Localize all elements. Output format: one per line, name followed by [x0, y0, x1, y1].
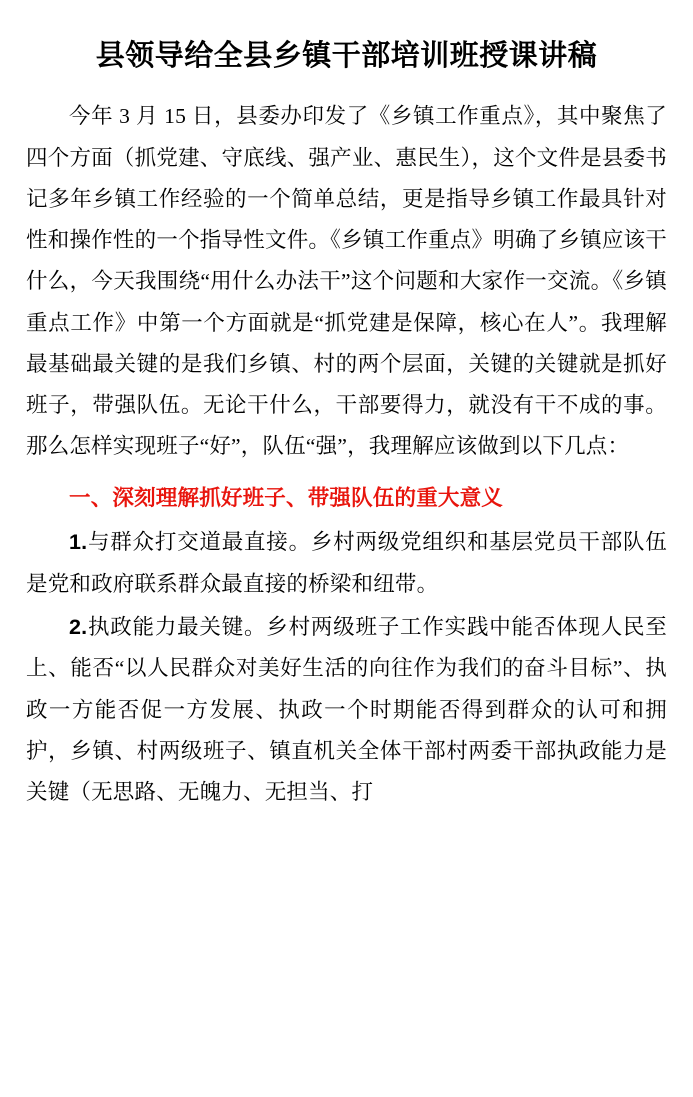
list-item-lead: 与群众打交道最直接。 — [87, 530, 311, 555]
page-title: 县领导给全县乡镇干部培训班授课讲稿 — [95, 40, 598, 72]
paragraph-intro: 今年 3 月 15 日，县委办印发了《乡镇工作重点》，其中聚焦了四个方面（抓党建、守底线、强产业、惠民生），这个文件是县委书记多年乡镇工作经验的一个简单总结，更是指导乡镇工作最具针对性和操作性的一个指导性文件。《乡镇工作重点》明确了乡镇应该干什么，今天我围绕“用什么办法干”这个问题和大家作一交流。《乡镇重点工作》中第一个方面就是“抓党建是保障，核心在人”。我理解最基础最关键的是我们乡镇、村的两个层面，关键的关键就是抓好班子，带强队伍。无论干什么，干部要得力，就没有干不成的事。那么怎样实现班子“好”，队伍“强”，我理解应该做到以下几点： — [26, 104, 667, 459]
list-item — [26, 607, 667, 813]
list-item-text: 乡村两级党组织和基层党员干部队伍是党和政府联系群众最直接的桥梁和纽带。 — [26, 530, 667, 596]
section-heading-1: 一、深刻理解抓好班子、带强队伍的重大意义 — [69, 485, 504, 510]
list-item-lead: 执政能力最关键。 — [87, 615, 267, 640]
list-item-text: 乡村两级班子工作实践中能否体现人民至上、能否“以人民群众对美好生活的向往作为我们的奋斗目标”、执政一方能否促一方发展、执政一个时期能否得到群众的认可和拥护，乡镇、村两级班子、镇直机关全体干部村两委干部执政能力是关键（无思路、无魄力、无担当、打 — [26, 615, 667, 805]
list-item — [26, 522, 667, 605]
list-item-number: 2. — [69, 615, 88, 640]
list-item-number: 1. — [69, 530, 88, 555]
